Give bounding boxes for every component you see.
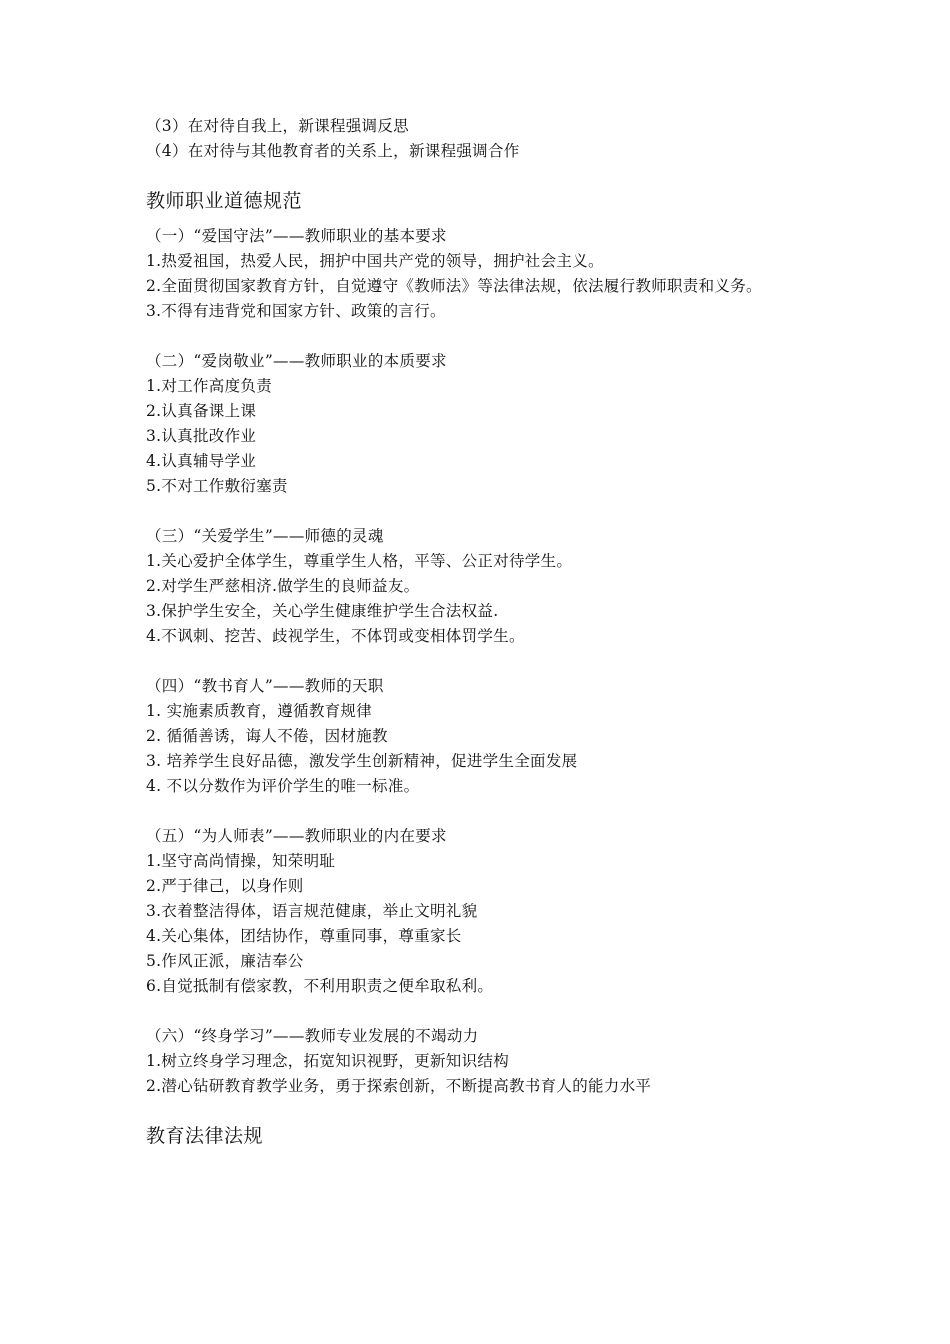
norm-group: [146, 824, 826, 999]
list-item: 5.作风正派，廉洁奉公: [146, 952, 304, 970]
group-title: （一）“爱国守法”——教师职业的基本要求: [146, 227, 447, 245]
list-item: 1. 实施素质教育，遵循教育规律: [146, 702, 373, 720]
spacer: [146, 999, 826, 1024]
norm-group: [146, 674, 826, 799]
list-item: 1.热爱祖国，热爱人民，拥护中国共产党的领导，拥护社会主义。: [146, 252, 604, 270]
list-item: 3.衣着整洁得体，语言规范健康，举止文明礼貌: [146, 902, 478, 920]
list-item: 1.对工作高度负责: [146, 377, 272, 395]
norm-group: [146, 1024, 826, 1099]
list-item: 4.认真辅导学业: [146, 452, 257, 470]
section-heading: 教育法律法规: [146, 1125, 264, 1147]
list-item: 4.关心集体，团结协作，尊重同事，尊重家长: [146, 927, 462, 945]
spacer: [146, 499, 826, 524]
list-item: 4. 不以分数作为评价学生的唯一标准。: [146, 777, 420, 795]
group-title: （三）“关爱学生”——师德的灵魂: [146, 527, 384, 545]
group-title: （二）“爱岗敬业”——教师职业的本质要求: [146, 352, 447, 370]
list-item: 5.不对工作敷衍塞责: [146, 477, 288, 495]
intro-line: （4）在对待与其他教育者的关系上，新课程强调合作: [146, 142, 520, 160]
spacer: [146, 324, 826, 349]
group-title: （六）“终身学习”——教师专业发展的不竭动力: [146, 1027, 479, 1045]
spacer: [146, 799, 826, 824]
list-item: 1.坚守高尚情操，知荣明耻: [146, 852, 336, 870]
list-item: 1.关心爱护全体学生，尊重学生人格，平等、公正对待学生。: [146, 552, 573, 570]
list-item: 3.保护学生安全，关心学生健康维护学生合法权益.: [146, 602, 499, 620]
spacer: [146, 649, 826, 674]
list-item: 2.严于律己，以身作则: [146, 877, 304, 895]
list-item: 3.不得有违背党和国家方针、政策的言行。: [146, 302, 446, 320]
norm-group: [146, 524, 826, 649]
list-item: 3.认真批改作业: [146, 427, 257, 445]
list-item: 2.全面贯彻国家教育方针，自觉遵守《教师法》等法律法规，依法履行教师职责和义务。: [146, 277, 762, 295]
norm-group: [146, 349, 826, 499]
list-item: 1.树立终身学习理念，拓宽知识视野，更新知识结构: [146, 1052, 509, 1070]
intro-line: （3）在对待自我上，新课程强调反思: [146, 117, 409, 135]
list-item: 2.对学生严慈相济.做学生的良师益友。: [146, 577, 420, 595]
list-item: 6.自觉抵制有偿家教，不利用职责之便牟取私利。: [146, 977, 494, 995]
list-item: 2.潜心钻研教育教学业务，勇于探索创新，不断提高教书育人的能力水平: [146, 1077, 652, 1095]
list-item: 3. 培养学生良好品德，激发学生创新精神，促进学生全面发展: [146, 752, 578, 770]
document-page: [146, 114, 826, 1150]
group-title: （五）“为人师表”——教师职业的内在要求: [146, 827, 447, 845]
list-item: 2.认真备课上课: [146, 402, 257, 420]
norm-group: [146, 224, 826, 324]
section-heading: 教师职业道德规范: [146, 190, 303, 212]
list-item: 2. 循循善诱，诲人不倦，因材施教: [146, 727, 388, 745]
list-item: 4.不讽刺、挖苦、歧视学生，不体罚或变相体罚学生。: [146, 627, 525, 645]
group-title: （四）“教书育人”——教师的天职: [146, 677, 384, 695]
